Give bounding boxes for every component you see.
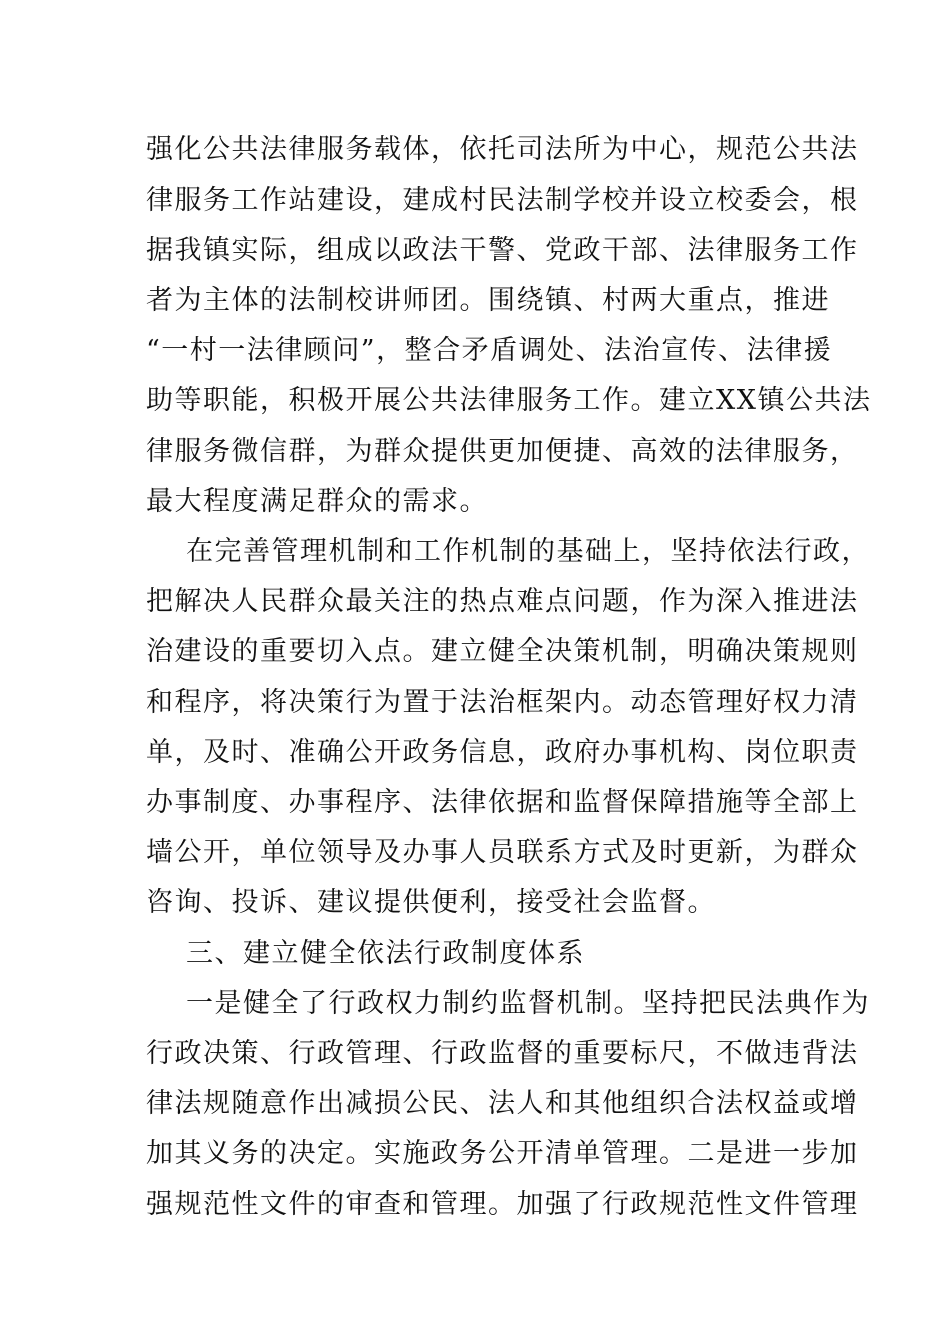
text-line-6: 助等职能，积极开展公共法律服务工作。建立XX镇公共法 xyxy=(146,385,872,416)
text-line-13: 单，及时、准确公开政务信息，政府办事机构、岗位职责 xyxy=(146,737,859,768)
text-line-2: 律服务工作站建设，建成村民法制学校并设立校委会，根 xyxy=(146,185,859,216)
text-line-5: “一村一法律顾问”，整合矛盾调处、法治宣传、法律援 xyxy=(146,335,833,366)
paragraph-start-line-2: 一是健全了行政权力制约监督机制。坚持把民法典作为 xyxy=(186,988,870,1019)
text-line-3: 据我镇实际，组成以政法干警、党政干部、法律服务工作 xyxy=(146,235,859,266)
text-line-15: 墙公开，单位领导及办事人员联系方式及时更新，为群众 xyxy=(146,837,859,868)
text-line-21: 加其义务的决定。实施政务公开清单管理。二是进一步加 xyxy=(146,1138,859,1169)
text-line-8: 最大程度满足群众的需求。 xyxy=(146,486,488,517)
paragraph-start-line: 在完善管理机制和工作机制的基础上，坚持依法行政， xyxy=(186,536,870,567)
text-line-19: 行政决策、行政管理、行政监督的重要标尺，不做违背法 xyxy=(146,1038,859,1069)
text-line-11: 治建设的重要切入点。建立健全决策机制，明确决策规则 xyxy=(146,636,859,667)
text-line-16: 咨询、投诉、建议提供便利，接受社会监督。 xyxy=(146,887,716,918)
text-line-7: 律服务微信群，为群众提供更加便捷、高效的法律服务， xyxy=(146,436,859,467)
section-heading: 三、建立健全依法行政制度体系 xyxy=(186,938,585,969)
text-line-12: 和程序，将决策行为置于法治框架内。动态管理好权力清 xyxy=(146,687,859,718)
text-line-10: 把解决人民群众最关注的热点难点问题，作为深入推进法 xyxy=(146,586,859,617)
text-line-22: 强规范性文件的审查和管理。加强了行政规范性文件管理 xyxy=(146,1189,859,1220)
text-line-14: 办事制度、办事程序、法律依据和监督保障措施等全部上 xyxy=(146,787,859,818)
text-line-4: 者为主体的法制校讲师团。围绕镇、村两大重点，推进 xyxy=(146,285,830,316)
text-line-20: 律法规随意作出减损公民、法人和其他组织合法权益或增 xyxy=(146,1088,859,1119)
text-line-1: 强化公共法律服务载体，依托司法所为中心，规范公共法 xyxy=(146,134,859,165)
